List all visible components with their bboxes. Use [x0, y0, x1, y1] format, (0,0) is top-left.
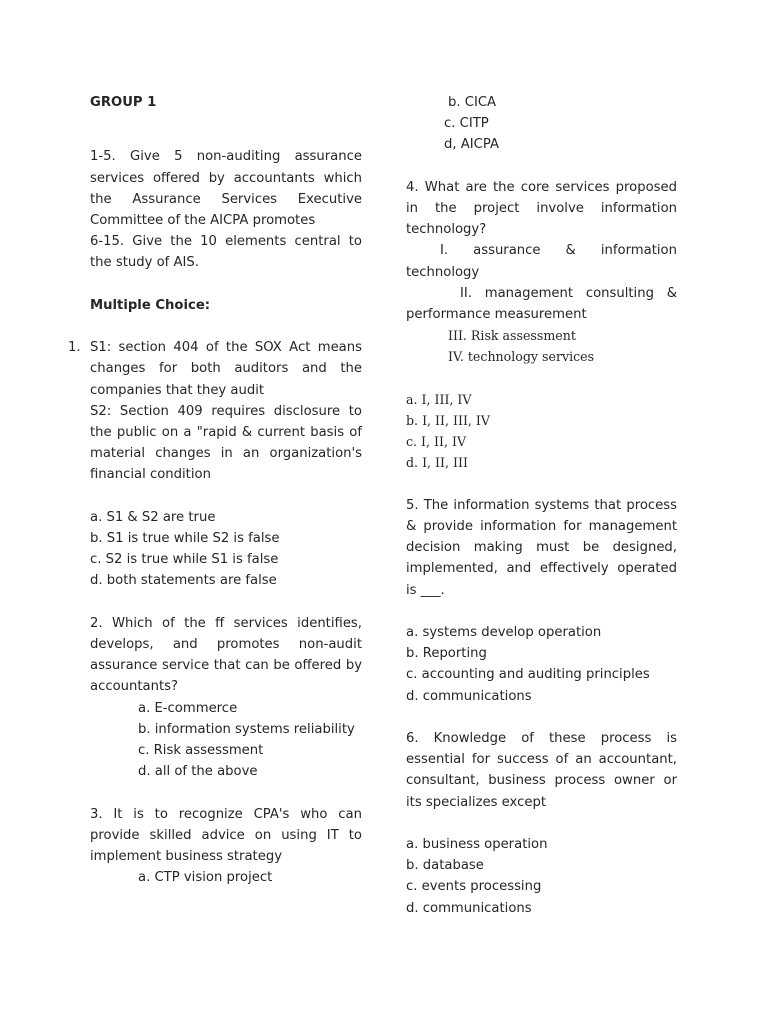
intro-item-1-5: 1-5. Give 5 non-auditing assurance services offered by accountants which the Assurance Services Executive Committee of the AICPA promotes	[90, 149, 362, 228]
right-column	[406, 92, 677, 919]
question-5	[406, 495, 677, 707]
question-6-option-c: c. events processing	[406, 879, 542, 895]
question-2	[90, 613, 362, 783]
question-6	[406, 728, 677, 919]
question-4-option-d: d. I, II, III	[406, 455, 468, 471]
question-1-option-c: c. S2 is true while S1 is false	[90, 552, 279, 568]
left-column	[68, 92, 362, 888]
question-5-option-a: a. systems develop operation	[406, 625, 602, 641]
question-4-option-a: a. I, III, IV	[406, 391, 472, 407]
question-3-continued	[406, 92, 677, 156]
question-3	[90, 804, 362, 889]
question-1-option-b: b. S1 is true while S2 is false	[90, 531, 280, 546]
question-4-text: 4. What are the core services proposed in the project involve information technology?	[406, 179, 677, 238]
question-6-text: 6. Knowledge of these process is essential for success of an accountant, consultant, business process owner or its specializes except	[406, 731, 677, 810]
question-4-item-iii: III. Risk assessment	[448, 328, 576, 344]
question-6-option-b: b. database	[406, 858, 484, 874]
group-heading: GROUP 1	[90, 95, 157, 110]
question-1-number: 1.	[68, 340, 81, 356]
multiple-choice-heading: Multiple Choice:	[90, 297, 211, 313]
question-2-text: 2. Which of the ff services identifies, develops, and promotes non-audit assurance service that can be offered by accountants?	[90, 615, 362, 695]
question-4-item-ii: II. management consulting & performance measurement	[406, 285, 677, 323]
question-5-text: 5. The information systems that process & provide information for management decision making must be designed, implemented, and effectively operated is ___.	[406, 497, 677, 598]
question-5-option-c: c. accounting and auditing principles	[406, 667, 650, 683]
question-3-option-a: a. CTP vision project	[138, 870, 273, 886]
question-1-option-d: d. both statements are false	[90, 573, 277, 589]
question-2-option-a: a. E-commerce	[138, 700, 238, 716]
question-4-option-b: b. I, II, III, IV	[406, 413, 491, 429]
question-2-option-d: d. all of the above	[138, 764, 258, 780]
question-4-option-c: c. I, II, IV	[406, 434, 467, 450]
question-2-option-c: c. Risk assessment	[138, 743, 264, 759]
question-1-statement-1: S1: section 404 of the SOX Act means changes for both auditors and the companies that they audit	[90, 340, 362, 398]
question-3-text: 3. It is to recognize CPA's who can provide skilled advice on using IT to implement business strategy	[90, 806, 362, 865]
question-6-option-a: a. business operation	[406, 837, 548, 853]
question-5-option-d: d. communications	[406, 688, 532, 704]
question-1-statement-2: S2: Section 409 requires disclosure to the public on a "rapid & current basis of material changes in an organization's financial condition	[90, 403, 362, 483]
question-4-item-i: I. assurance & information technology	[406, 243, 677, 280]
question-3-option-d: d, AICPA	[444, 137, 500, 153]
question-6-option-d: d. communications	[406, 900, 532, 916]
question-3-option-b: b. CICA	[448, 95, 497, 110]
question-4-item-iv: IV. technology services	[448, 349, 595, 365]
question-4	[406, 177, 677, 474]
intro-item-6-15: 6-15. Give the 10 elements central to the study of AIS.	[90, 234, 362, 271]
question-1-option-a: a. S1 & S2 are true	[90, 509, 216, 525]
question-2-option-b: b. information systems reliability	[138, 721, 355, 737]
question-1	[68, 337, 362, 591]
question-5-option-b: b. Reporting	[406, 646, 487, 662]
question-3-option-c: c. CITP	[444, 116, 489, 132]
